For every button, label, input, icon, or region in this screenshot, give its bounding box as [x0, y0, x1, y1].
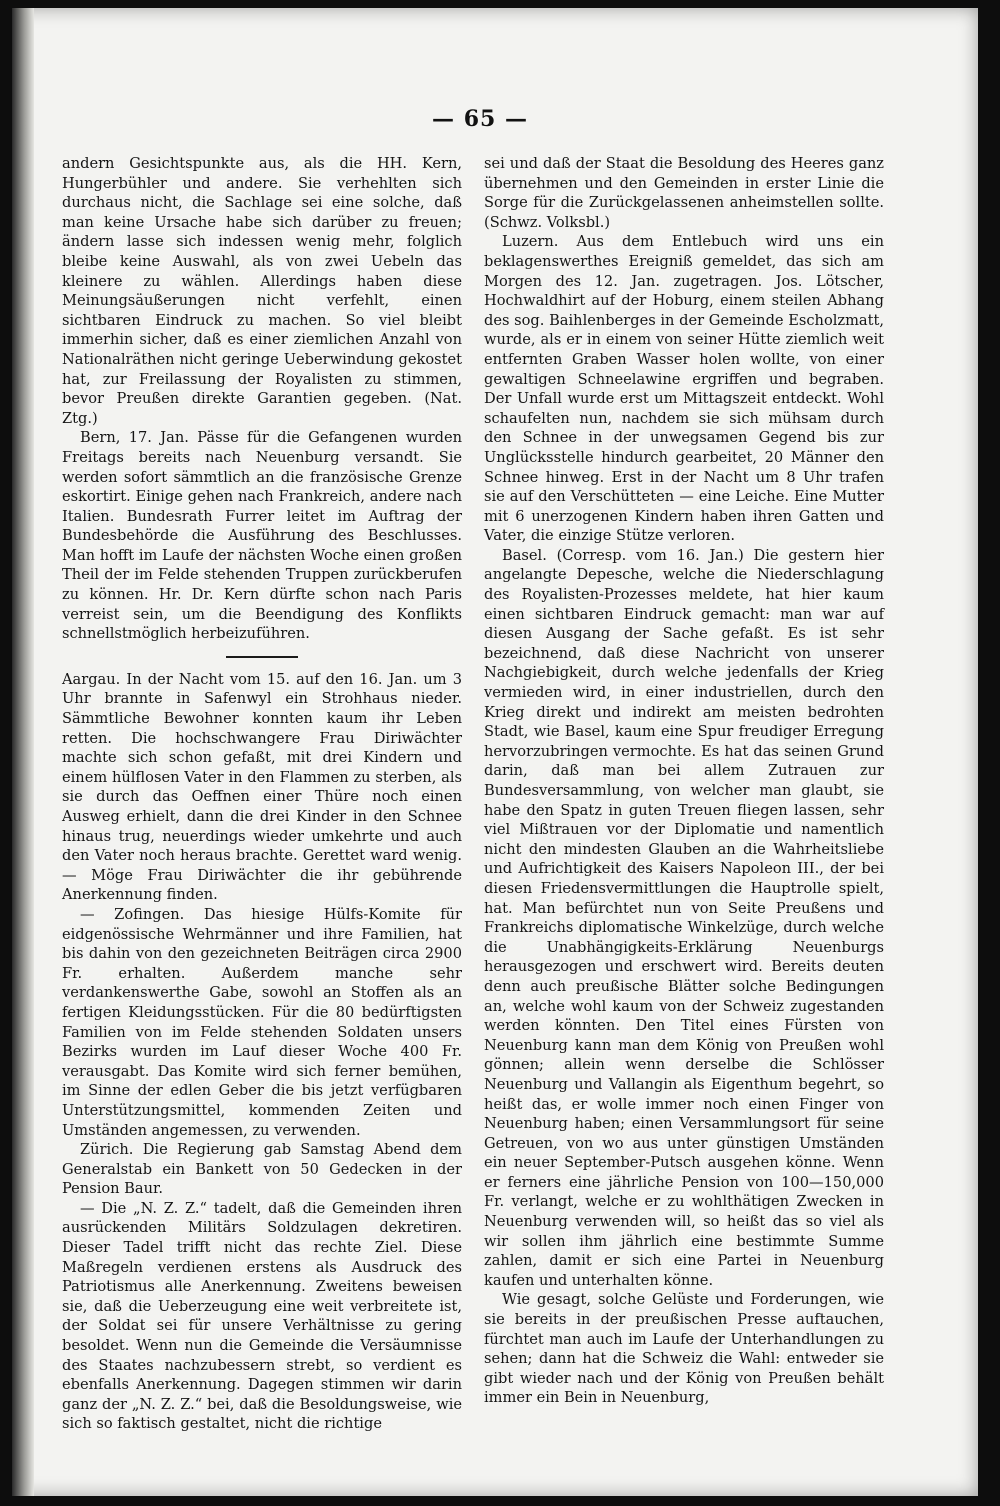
article-zuerich: Zürich. Die Regierung gab Samstag Abend dem Generalstab ein Bankett von 50 Gedecken in der Pension Baur. — [62, 1141, 462, 1198]
newspaper-page — [12, 8, 978, 1496]
article-luzern: Luzern. Aus dem Entlebuch wird uns ein beklagenswerthes Ereigniß gemeldet, das sich am Morgen des 12. Jan. zugetragen. Jos. Lötscher, Hochwaldhirt auf der Hoburg, einem steilen Abhang des sog. Baihlenberges in der Gemeinde Escholzmatt, wurde, als er in einem von seiner Hütte ziemlich weit entfernten Graben Wasser holen wollte, von einer gewaltigen Schneelawine ergriffen und begraben. Der Unfall wurde erst um Mittagszeit entdeckt. Wohl schaufelten nun, nachdem sie sich mühsam durch den Schnee in der unwegsamen Gegend bis zur Unglücksstelle hindurch gearbeitet, 20 Männer den Schnee hinweg. Erst in der Nacht um 8 Uhr trafen sie auf den Verschütteten — eine Leiche. Eine Mutter mit 6 unerzogenen Kindern haben ihren Gatten und Vater, die einzige Stütze verloren. — [484, 233, 884, 545]
section-divider — [226, 656, 298, 658]
right-column — [484, 154, 884, 1408]
article-bern: Bern, 17. Jan. Pässe für die Gefangenen wurden Freitags bereits nach Neuenburg versandt. Sie werden sofort sämmtlich an die französische Grenze eskortirt. Einige gehen nach Frankreich, andere nach Italien. Bundesrath Furrer leitet im Auftrag der Bundesbehörde die Ausführung des Beschlusses. Man hofft im Laufe der nächsten Woche einen großen Theil der im Felde stehenden Truppen zurückberufen zu können. Hr. Dr. Kern dürfte schon nach Paris verreist sein, um die Beendigung des Konflikts schnellstmöglich herbeizuführen. — [62, 429, 462, 643]
left-column — [62, 154, 462, 1434]
article-basel: Basel. (Corresp. vom 16. Jan.) Die gestern hier angelangte Depesche, welche die Niederschlagung des Royalisten-Prozesses meldete, hat hier kaum einen sichtbaren Eindruck gemacht: man war auf diesen Ausgang der Sache gefaßt. Es ist sehr bezeichnend, daß diese Nachricht von unserer Nachgiebigkeit, durch welche jedenfalls der Krieg vermieden wird, in einer industriellen, durch den Krieg direkt und indirekt am meisten bedrohten Stadt, wie Basel, kaum eine Spur freudiger Erregung hervorzubringen vermochte. Es hat das seinen Grund darin, daß man bei allem Zutrauen zur Bundesversammlung, von welcher man glaubt, sie habe den Spatz in guten Treuen fliegen lassen, sehr viel Mißtrauen vor der Diplomatie und namentlich nicht den mindesten Glauben an die Wahrheitsliebe und Aufrichtigkeit des Kaisers Napoleon III., der bei diesen Friedensvermittlungen die Hauptrolle spielt, hat. Man befürchtet nun von Seite Preußens und Frankreichs diplomatische Winkelzüge, durch welche die Unabhängigkeits-Erklärung Neuenburgs herausgezogen und erschwert wird. Bereits deuten denn auch preußische Blätter solche Bedingungen an, welche wohl kaum von der Schweiz zugestanden werden könnten. Den Titel eines Fürsten von Neuenburg kann man dem König von Preußen wohl gönnen; allein wenn derselbe die Schlösser Neuenburg und Vallangin als Eigenthum begehrt, so heißt das, er wolle immer noch einen Finger von Neuenburg haben; einen Versammlungsort für seine Getreuen, von wo aus unter günstigen Umständen ein neuer September-Putsch ausgehen könne. Wenn er ferners eine jährliche Pension von 100—150,000 Fr. verlangt, welche er zu wohlthätigen Zwecken in Neuenburg verwenden will, so heißt das so viel als wir sollen ihm jährlich eine bestimmte Summe zahlen, damit er sich eine Partei in Neuenburg kaufen und unterhalten könne. — [484, 546, 884, 1289]
page-spine-shadow — [12, 8, 34, 1496]
article-aargau: Aargau. In der Nacht vom 15. auf den 16. Jan. um 3 Uhr brannte in Safenwyl ein Strohhaus nieder. Sämmtliche Bewohner konnten kaum ihr Leben retten. Die hochschwangere Frau Diriwächter machte sich schon gefaßt, mit drei Kindern und einem hülflosen Vater in den Flammen zu sterben, als sie durch das Oeffnen einer Thüre noch einen Ausweg erhielt, dann die drei Kinder in den Schnee hinaus trug, neuerdings wieder umkehrte und auch den Vater noch heraus brachte. Gerettet ward wenig. — Möge Frau Diriwächter die ihr gebührende Anerkennung finden. — [62, 670, 462, 904]
article-nzz-soldzulagen: — Die „N. Z. Z.“ tadelt, daß die Gemeinden ihren ausrückenden Militärs Soldzulagen dekretiren. Dieser Tadel trifft nicht das rechte Ziel. Diese Maßregeln verdienen erstens als Ausdruck des Patriotismus alle Anerkennung. Zweitens beweisen sie, daß die Ueberzeugung eine weit verbreitete ist, der Soldat sei für unsere Verhältnisse zu gering besoldet. Wenn nun die Gemeinde die Versäumnisse des Staates nachzubessern strebt, so verdient es ebenfalls Anerkennung. Dagegen stimmen wir darin ganz der „N. Z. Z.“ bei, daß die Besoldungsweise, wie sich so faktisch gestaltet, nicht die richtige — [62, 1199, 462, 1433]
article-kern-continuation: andern Gesichtspunkte aus, als die HH. Kern, Hungerbühler und andere. Sie verhehlten sich durchaus nicht, die Sachlage sei eine solche, daß man keine Ursache habe sich darüber zu freuen; ändern lasse sich indessen wenig mehr, folglich bleibe keine Auswahl, als von zwei Uebeln das kleinere zu wählen. Allerdings haben diese Meinungsäußerungen nicht verfehlt, einen sichtbaren Eindruck zu machen. So viel bleibt immerhin sicher, daß es einer ziemlichen Anzahl von Nationalräthen nicht geringe Ueberwindung gekostet hat, zur Freilassung der Royalisten zu stimmen, bevor Preußen direkte Garantien gegeben. (Nat. Ztg.) — [62, 155, 462, 427]
article-soldzulagen-continuation: sei und daß der Staat die Besoldung des Heeres ganz übernehmen und den Gemeinden in erster Linie die Sorge für die Zurückgelassenen anheimstellen sollte. (Schwz. Volksbl.) — [484, 155, 884, 231]
article-basel-continued: Wie gesagt, solche Gelüste und Forderungen, wie sie bereits in der preußischen Presse auftauchen, fürchtet man auch im Laufe der Unterhandlungen zu sehen; dann hat die Schweiz die Wahl: entweder sie gibt wieder nach und der König von Preußen behält immer ein Bein in Neuenburg, — [484, 1291, 884, 1407]
page-number: — 65 — — [432, 106, 528, 132]
article-zofingen: — Zofingen. Das hiesige Hülfs-Komite für eidgenössische Wehrmänner und ihre Familien, hat bis dahin von den gezeichneten Beiträgen circa 2900 Fr. erhalten. Außerdem manche sehr verdankenswerthe Gabe, sowohl an Stoffen als an fertigen Kleidungsstücken. Für die 80 bedürftigsten Familien von im Felde stehenden Soldaten unsers Bezirks wurden im Lauf dieser Woche 400 Fr. verausgabt. Das Komite wird sich ferner bemühen, im Sinne der edlen Geber die bis jetzt verfügbaren Unterstützungsmittel, kommenden Zeiten und Umständen angemessen, zu verwenden. — [62, 905, 462, 1139]
